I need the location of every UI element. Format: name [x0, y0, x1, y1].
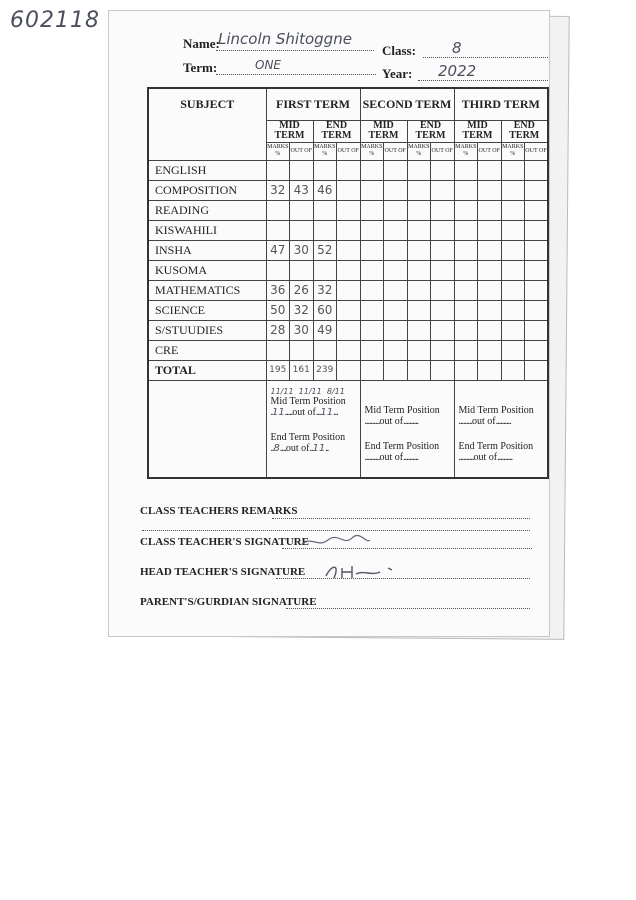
- total-cell: 161: [290, 360, 314, 380]
- mark-cell: 32: [290, 300, 314, 320]
- term-label: Term:: [183, 60, 218, 75]
- marks-col-header: MARKS %: [454, 142, 478, 160]
- subject-name: COMPOSITION: [148, 180, 266, 200]
- year-line: [418, 80, 548, 81]
- t2-end-header: END TERM: [407, 120, 454, 142]
- class-value: 8: [452, 39, 462, 57]
- out-of-text: out of: [285, 442, 310, 454]
- mark-cell: [266, 340, 290, 360]
- year-label: Year:: [382, 66, 413, 81]
- out-of-text: out of: [292, 406, 316, 418]
- outof-col-header: OUT OF: [431, 142, 455, 160]
- class-teacher-signature-scribble: [300, 534, 372, 550]
- document-id-handwritten: 602118: [10, 8, 100, 33]
- mark-cell: 30: [290, 240, 314, 260]
- t2-mid-header: MID TERM: [360, 120, 407, 142]
- mark-cell: 28: [266, 320, 290, 340]
- year-value: 2022: [438, 62, 477, 80]
- first-mid-of-value: 11: [320, 406, 334, 418]
- total-cell: 239: [313, 360, 337, 380]
- mark-cell: 32: [266, 180, 290, 200]
- second-term-header: SECOND TERM: [360, 88, 454, 120]
- out-of-text: out of: [379, 415, 404, 427]
- end-position-label: End Term Position: [270, 431, 346, 443]
- table-row: [148, 300, 548, 320]
- blank-cell: [148, 380, 266, 478]
- name-value: Lincoln Shitoggne: [218, 30, 352, 48]
- mark-cell: 52: [313, 240, 337, 260]
- t3-mid-header: MID TERM: [454, 120, 501, 142]
- first-end-of-value: 11: [312, 442, 326, 454]
- class-teacher-remarks-label: CLASS TEACHERS REMARKS: [140, 505, 298, 517]
- mark-cell: [290, 200, 314, 220]
- out-of-text: out of: [379, 451, 404, 463]
- mark-cell: 46: [313, 180, 337, 200]
- class-label: Class:: [382, 43, 416, 58]
- first-term-header: FIRST TERM: [266, 88, 360, 120]
- mark-cell: [290, 160, 314, 180]
- marks-table: [147, 87, 549, 479]
- outof-col-header: OUT OF: [290, 142, 314, 160]
- subject-name: S/STUUDIES: [148, 320, 266, 340]
- mid-position-label: Mid Term Position: [364, 404, 440, 416]
- subject-name: READING: [148, 200, 266, 220]
- first-term-position: 11/11 11/11 8/11 Mid Term Position .11.....out of...11... End Term Position ..8....out of..11..: [266, 380, 360, 478]
- mark-cell: 32: [313, 280, 337, 300]
- class-line: [423, 57, 548, 58]
- mark-cell: 30: [290, 320, 314, 340]
- pos-mark: 8/11: [326, 386, 345, 396]
- table-row: [148, 180, 548, 200]
- mark-cell: [266, 220, 290, 240]
- mark-cell: [313, 220, 337, 240]
- mark-cell: 50: [266, 300, 290, 320]
- outof-col-header: OUT OF: [384, 142, 408, 160]
- mid-position-label: Mid Term Position: [458, 404, 534, 416]
- subject-name: KISWAHILI: [148, 220, 266, 240]
- mark-cell: [290, 220, 314, 240]
- subject-name: KUSOMA: [148, 260, 266, 280]
- end-position-label: End Term Position: [458, 440, 534, 452]
- mid-position-label: Mid Term Position: [270, 395, 346, 407]
- mark-cell: 43: [290, 180, 314, 200]
- marks-col-header: MARKS %: [313, 142, 337, 160]
- t1-end-header: END TERM: [313, 120, 360, 142]
- mark-cell: 36: [266, 280, 290, 300]
- mark-cell: 49: [313, 320, 337, 340]
- mark-cell: 60: [313, 300, 337, 320]
- head-teacher-signature-line: [276, 578, 530, 579]
- mark-cell: [313, 260, 337, 280]
- table-row: [148, 340, 548, 360]
- mark-cell: [313, 160, 337, 180]
- marks-col-header: MARKS %: [360, 142, 384, 160]
- parent-signature-line: [286, 608, 530, 609]
- outof-col-header: OUT OF: [337, 142, 361, 160]
- third-term-position: Mid Term Position .........out of.......... End Term Position ..........out of..........: [454, 380, 548, 478]
- second-term-position: Mid Term Position ..........out of.......... End Term Position ..........out of..........: [360, 380, 454, 478]
- mark-cell: [266, 260, 290, 280]
- first-mid-pos-value: 11: [272, 406, 285, 418]
- table-row: [148, 240, 548, 260]
- out-of-text: out of: [472, 415, 496, 427]
- remarks-line: [272, 518, 530, 519]
- t3-end-header: END TERM: [501, 120, 548, 142]
- marks-col-header: MARKS %: [266, 142, 290, 160]
- head-teacher-signature-label: HEAD TEACHER'S SIGNATURE: [140, 566, 306, 578]
- pos-mark: 11/11: [298, 386, 322, 396]
- mark-cell: [290, 340, 314, 360]
- mark-cell: 47: [266, 240, 290, 260]
- out-of-text: out of: [473, 451, 498, 463]
- mark-cell: [266, 200, 290, 220]
- pos-mark: 11/11: [270, 386, 294, 396]
- remarks-line-2: [142, 530, 530, 531]
- subject-name: ENGLISH: [148, 160, 266, 180]
- total-row: [148, 360, 548, 380]
- subject-header: SUBJECT: [148, 88, 266, 160]
- subject-name: CRE: [148, 340, 266, 360]
- mark-cell: [290, 260, 314, 280]
- t1-mid-header: MID TERM: [266, 120, 313, 142]
- subject-name: MATHEMATICS: [148, 280, 266, 300]
- table-row: [148, 160, 548, 180]
- total-cell: 195: [266, 360, 290, 380]
- third-term-header: THIRD TERM: [454, 88, 548, 120]
- subject-name: INSHA: [148, 240, 266, 260]
- outof-col-header: OUT OF: [525, 142, 549, 160]
- table-row: [148, 280, 548, 300]
- mark-cell: [313, 340, 337, 360]
- head-teacher-signature-scribble: [322, 560, 398, 582]
- mark-cell: 26: [290, 280, 314, 300]
- parent-signature-label: PARENT'S/GURDIAN SIGNATURE: [140, 596, 317, 608]
- marks-col-header: MARKS %: [501, 142, 525, 160]
- first-end-pos-value: 8: [273, 442, 280, 454]
- table-row: [148, 320, 548, 340]
- term-value: ONE: [255, 58, 282, 72]
- outof-col-header: OUT OF: [478, 142, 502, 160]
- mark-cell: [313, 200, 337, 220]
- total-label: TOTAL: [148, 360, 266, 380]
- position-row: [148, 380, 548, 478]
- table-row: [148, 220, 548, 240]
- marks-col-header: MARKS %: [407, 142, 431, 160]
- name-label: Name:: [183, 36, 220, 51]
- name-line: [216, 50, 374, 51]
- mark-cell: [266, 160, 290, 180]
- end-position-label: End Term Position: [364, 440, 440, 452]
- subject-name: SCIENCE: [148, 300, 266, 320]
- table-row: [148, 200, 548, 220]
- class-teacher-signature-label: CLASS TEACHER'S SIGNATURE: [140, 536, 309, 548]
- term-line: [216, 74, 376, 75]
- table-row: [148, 260, 548, 280]
